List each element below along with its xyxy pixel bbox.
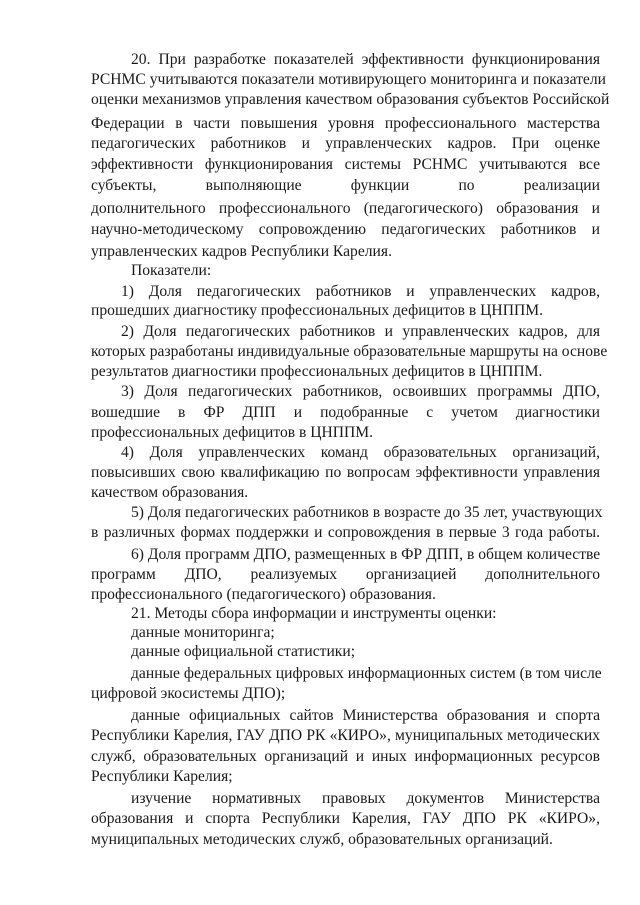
text-line: 1) Доля педагогических работников и управленческих кадров, — [121, 283, 600, 300]
text-line: 3) Доля педагогических работников, освоивших программы ДПО, — [121, 383, 600, 400]
text-line: дополнительного профессионального (педагогического) образования и — [91, 200, 600, 217]
text-line: эффективности функционирования системы РСНМС учитываются все — [91, 156, 600, 173]
text-line: 20. При разработке показателей эффективности функционирования — [131, 51, 600, 68]
text-line: 2) Доля педагогических работников и управленческих кадров, для — [121, 323, 600, 340]
text-line: данные федеральных цифровых информационных систем (в том числе — [131, 665, 602, 682]
text-line: данные официальных сайтов Министерства образования и спорта — [131, 707, 600, 724]
text-line: вошедшие в ФР ДПП и подобранные с учетом диагностики — [91, 404, 600, 421]
text-line: служб, образовательных организаций и иных информационных ресурсов — [91, 748, 600, 765]
text-line: субъекты, выполняющие функции по реализации — [91, 177, 600, 194]
text-line: 4) Доля управленческих команд образовательных организаций, — [121, 444, 600, 461]
text-line: Республики Карелия, ГАУ ДПО РК «КИРО», муниципальных методических — [91, 727, 600, 744]
text-line: научно-методическому сопровождению педагогических работников и — [91, 221, 600, 238]
text-line: данные официальной статистики; — [131, 643, 356, 660]
text-line: данные мониторинга; — [131, 624, 275, 641]
text-line: профессионального (педагогического) образования. — [91, 586, 436, 603]
text-line: программ ДПО, реализуемых организацией дополнительного — [91, 566, 600, 583]
text-line: педагогических работников и управленческих кадров. При оценке — [91, 135, 600, 152]
text-line: результатов диагностики профессиональных дефицитов в ЦНППМ. — [91, 363, 543, 380]
text-line: образования и спорта Республики Карелия, ГАУ ДПО РК «КИРО», — [91, 810, 600, 827]
text-line: РСНМС учитываются показатели мотивирующего мониторинга и показатели — [91, 71, 606, 88]
text-line: в различных формах поддержки и сопровождения в первые 3 года работы. — [91, 524, 600, 541]
text-line: качеством образования. — [91, 484, 249, 501]
text-line: оценки механизмов управления качеством образования субъектов Российской — [91, 91, 610, 108]
text-line: 5) Доля педагогических работников в возрасте до 35 лет, участвующих — [131, 504, 603, 521]
text-line: профессиональных дефицитов в ЦНППМ. — [91, 424, 374, 441]
text-line: прошедших диагностику профессиональных дефицитов в ЦНППМ. — [91, 302, 543, 319]
text-line: управленческих кадров Республики Карелия. — [91, 243, 392, 260]
text-line: изучение нормативных правовых документов Министерства — [131, 790, 600, 807]
text-line: Республики Карелия; — [91, 768, 233, 785]
text-line: повысивших свою квалификацию по вопросам эффективности управления — [91, 464, 600, 481]
section-21-heading: 21. Методы сбора информации и инструменты оценки: — [131, 605, 497, 622]
text-line: цифровой экосистемы ДПО); — [91, 685, 286, 702]
text-line: муниципальных методических служб, образовательных организаций. — [91, 831, 553, 848]
text-line: Федерации в части повышения уровня профессионального мастерства — [91, 115, 600, 132]
text-line: 6) Доля программ ДПО, размещенных в ФР ДПП, в общем количестве — [131, 546, 601, 563]
text-line: которых разработаны индивидуальные образовательные маршруты на основе — [91, 343, 608, 360]
indicators-heading: Показатели: — [131, 262, 212, 279]
